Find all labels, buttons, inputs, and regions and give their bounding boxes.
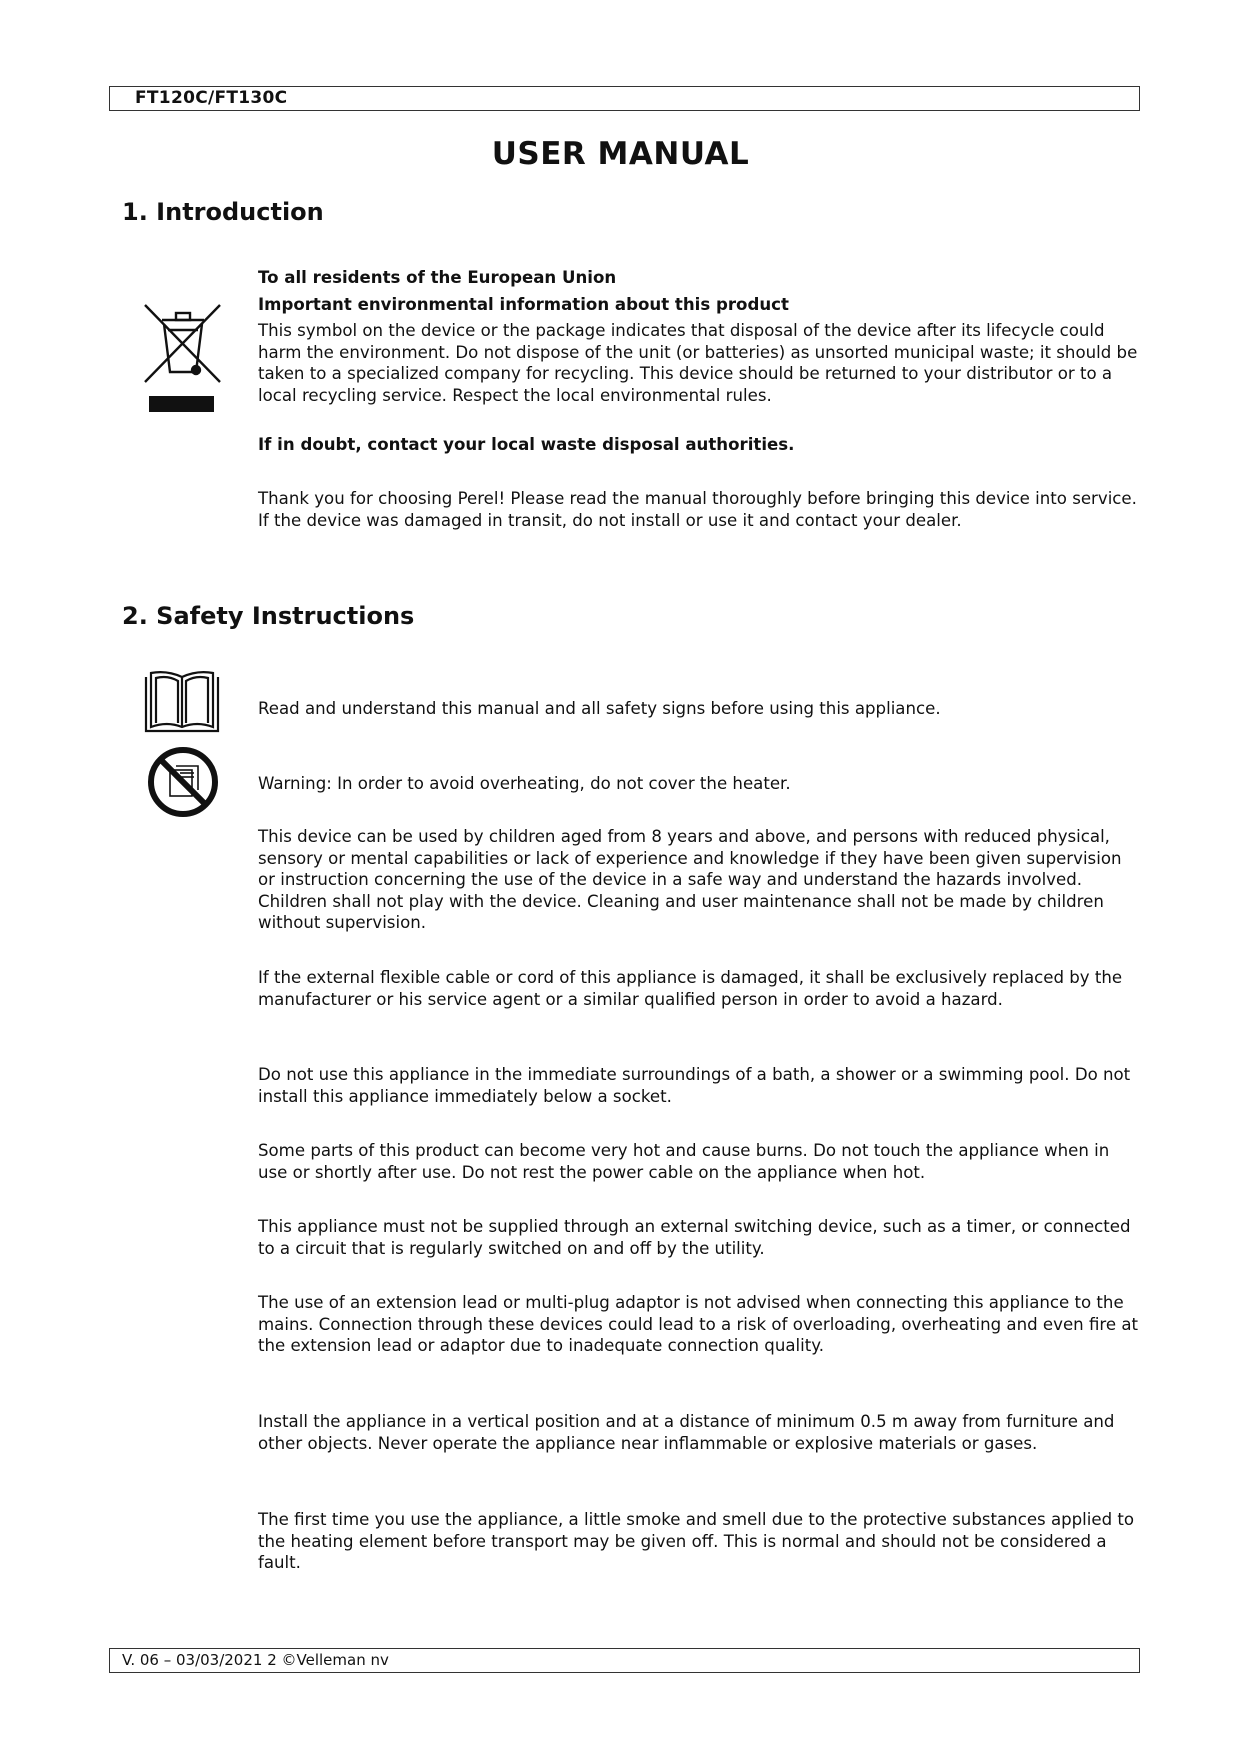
safety-paragraph-bath: Do not use this appliance in the immediate surroundings of a bath, a shower or a swimming pool. Do not install this appliance immediately below a socket.: [258, 1065, 1131, 1106]
environment-body: This symbol on the device or the package indicates that disposal of the device after its lifecycle could harm the environment. Do not dispose of the unit (or batteries) as unsorted municipal waste; it should be taken to a specialized company for recycling. This device should be returned to your distributor or to a local recycling service. Respect the local environmental rules.: [258, 321, 1138, 405]
thank-you-paragraph: Thank you for choosing Perel! Please read the manual thoroughly before bringing this device into service. If the device was damaged in transit, do not install or use it and contact your dealer.: [258, 489, 1137, 530]
safety-paragraph-hot-parts: Some parts of this product can become very hot and cause burns. Do not touch the appliance when in use or shortly after use. Do not rest the power cable on the appliance when hot.: [258, 1141, 1110, 1182]
section-heading-introduction: 1. Introduction: [122, 198, 324, 226]
page-title: USER MANUAL: [491, 136, 750, 172]
disposal-doubt-note: If in doubt, contact your local waste disposal authorities.: [258, 435, 795, 454]
overheating-warning: Warning: In order to avoid overheating, do not cover the heater.: [258, 774, 791, 793]
read-manual-instruction: Read and understand this manual and all safety signs before using this appliance.: [258, 699, 941, 718]
header-model: FT120C/FT130C: [109, 86, 1140, 111]
safety-paragraph-first-use: The first time you use the appliance, a little smoke and smell due to the protective substances applied to the heating element before transport may be given off. This is normal and should not be considered a fault.: [258, 1510, 1135, 1572]
footer-version: V. 06 – 03/03/2021 2 ©Velleman nv: [109, 1648, 1140, 1673]
safety-paragraph-installation: Install the appliance in a vertical position and at a distance of minimum 0.5 m away from furniture and other objects. Never operate the appliance near inflammable or explosive materials or gases.: [258, 1412, 1115, 1453]
environment-heading: Important environmental information about this product: [258, 295, 789, 314]
section-heading-safety: 2. Safety Instructions: [122, 602, 415, 630]
weee-bin-icon: [140, 300, 226, 418]
manual-book-icon: [143, 669, 221, 733]
safety-paragraph-cable: If the external flexible cable or cord of this appliance is damaged, it shall be exclusively replaced by the manufacturer or his service agent or a similar qualified person in order to avoid a hazard.: [258, 968, 1123, 1009]
safety-paragraph-switching: This appliance must not be supplied through an external switching device, such as a timer, or connected to a circuit that is regularly switched on and off by the utility.: [258, 1217, 1131, 1258]
safety-paragraph-extension: The use of an extension lead or multi-plug adaptor is not advised when connecting this appliance to the mains. Connection through these devices could lead to a risk of overloading, overheating and even fire at the extension lead or adaptor due to inadequate connection quality.: [258, 1293, 1139, 1355]
safety-paragraph-children: This device can be used by children aged from 8 years and above, and persons with reduced physical, sensory or mental capabilities or lack of experience and knowledge if they have been given supervision or instruction concerning the use of the device in a safe way and understand the hazards involved. Children shall not play with the device. Cleaning and user maintenance shall not be made by children without supervision.: [258, 827, 1122, 932]
eu-residents-line: To all residents of the European Union: [258, 268, 617, 287]
do-not-cover-icon: [146, 745, 220, 819]
